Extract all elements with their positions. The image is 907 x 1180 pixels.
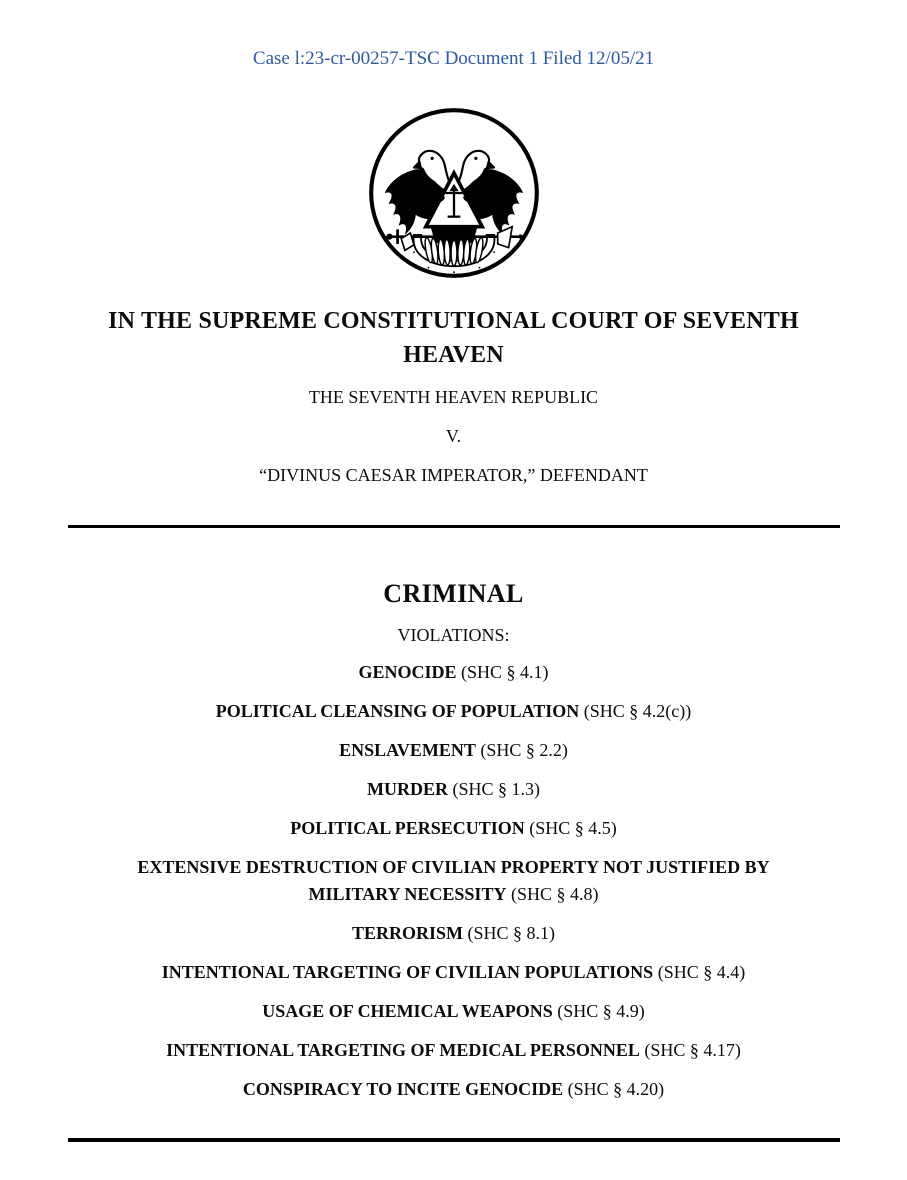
charge-citation: (SHC § 8.1) xyxy=(467,923,556,943)
versus-line: V. xyxy=(445,426,462,446)
charge-item xyxy=(99,1076,809,1103)
charge-name: MURDER xyxy=(366,779,448,799)
case-number-header: Case l:23-cr-00257-TSC Document 1 Filed 12/05/21 xyxy=(252,48,655,69)
court-seal xyxy=(363,102,545,284)
charge-item xyxy=(99,854,809,908)
charge-item xyxy=(99,1037,809,1064)
charge-item xyxy=(99,698,809,725)
charge-name: USAGE OF CHEMICAL WEAPONS xyxy=(262,1001,553,1021)
charge-citation: (SHC § 4.4) xyxy=(657,962,746,982)
charge-citation: (SHC § 4.9) xyxy=(557,1001,645,1021)
charge-citation: (SHC § 4.2(c)) xyxy=(583,701,692,721)
charge-citation: (SHC § 4.8) xyxy=(510,884,599,904)
charge-citation: (SHC § 1.3) xyxy=(452,779,540,799)
violations-label: VIOLATIONS: xyxy=(397,625,510,645)
charge-citation: (SHC § 4.5) xyxy=(529,818,617,838)
charge-item xyxy=(99,776,809,803)
double-headed-eagle-seal-icon xyxy=(363,102,545,284)
charge-name: CONSPIRACY TO INCITE GENOCIDE xyxy=(242,1079,564,1099)
charge-name: TERRORISM xyxy=(351,923,463,943)
charge-item xyxy=(99,659,809,686)
charge-name: ENSLAVEMENT xyxy=(339,740,476,760)
charge-item xyxy=(99,737,809,764)
charge-citation: (SHC § 4.17) xyxy=(644,1040,741,1060)
charge-item xyxy=(99,920,809,947)
charge-item xyxy=(99,998,809,1025)
defendant-line: “DIVINUS CAESAR IMPERATOR,” DEFENDANT xyxy=(259,465,648,485)
charge-name: EXTENSIVE DESTRUCTION OF CIVILIAN PROPERTY NOT JUSTIFIED BY MILITARY NECESSITY xyxy=(137,857,770,904)
charge-name: POLITICAL PERSECUTION xyxy=(290,818,525,838)
charge-name: GENOCIDE xyxy=(358,662,457,682)
plaintiff-line: THE SEVENTH HEAVEN REPUBLIC xyxy=(308,387,599,407)
court-title: IN THE SUPREME CONSTITUTIONAL COURT OF SEVENTH HEAVEN xyxy=(108,308,799,368)
charge-name: POLITICAL CLEANSING OF POPULATION xyxy=(215,701,580,721)
charge-item xyxy=(99,815,809,842)
charge-item xyxy=(99,959,809,986)
charges-list xyxy=(99,659,809,1103)
charge-citation: (SHC § 4.1) xyxy=(461,662,549,682)
bottom-divider-rule xyxy=(68,1138,840,1142)
criminal-heading: CRIMINAL xyxy=(383,579,524,608)
charge-name: INTENTIONAL TARGETING OF CIVILIAN POPULATIONS xyxy=(161,962,654,982)
charge-name: INTENTIONAL TARGETING OF MEDICAL PERSONNEL xyxy=(166,1040,640,1060)
charge-citation: (SHC § 2.2) xyxy=(480,740,568,760)
top-divider-rule xyxy=(68,525,840,528)
charge-citation: (SHC § 4.20) xyxy=(567,1079,665,1099)
